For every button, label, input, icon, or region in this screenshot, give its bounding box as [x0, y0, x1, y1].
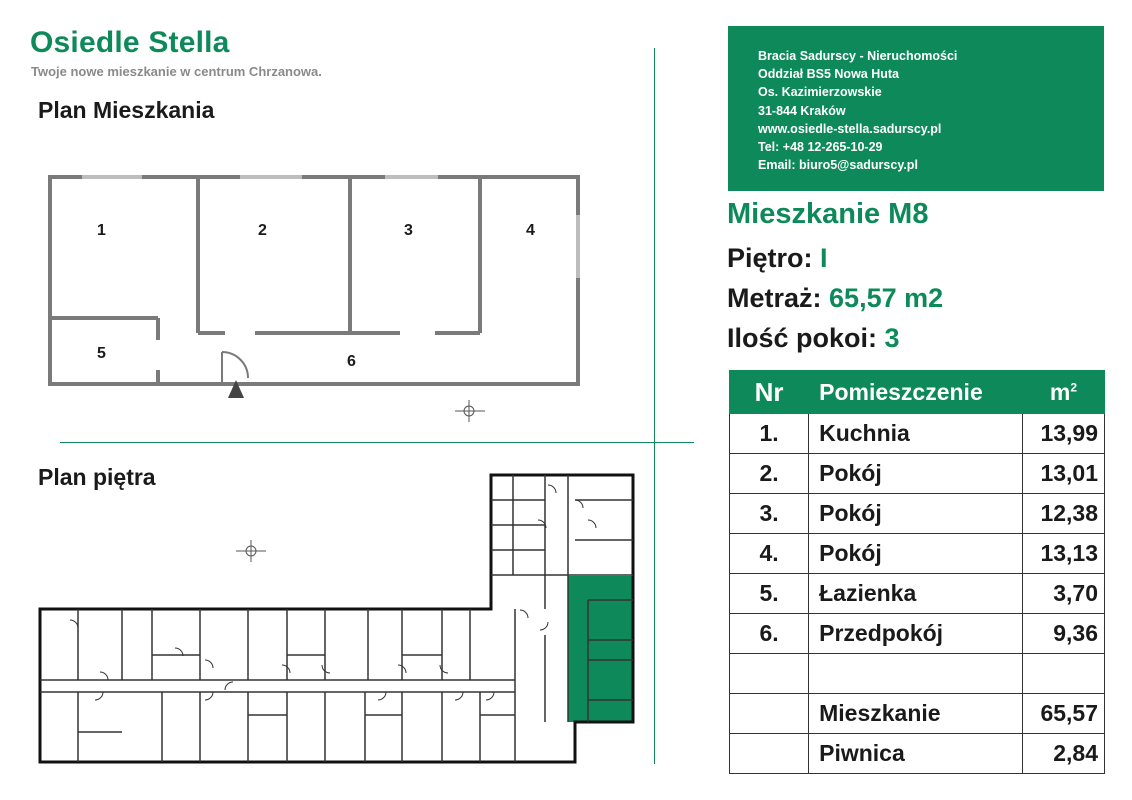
- area-info: [727, 283, 943, 314]
- table-row: [730, 734, 1105, 774]
- rooms-value: 3: [884, 323, 900, 353]
- plan-room-number: 3: [404, 222, 413, 239]
- table-row: [730, 494, 1105, 534]
- row-area: 13,99: [1022, 414, 1104, 454]
- row-area: 9,36: [1022, 614, 1104, 654]
- row-area: 65,57: [1022, 694, 1104, 734]
- header-room: Pomieszczenie: [809, 371, 1023, 414]
- unit-superscript: 2: [1070, 379, 1078, 394]
- row-nr: 6.: [730, 614, 809, 654]
- floor-info: [727, 243, 828, 274]
- row-nr: [730, 694, 809, 734]
- table-row: [730, 414, 1105, 454]
- plan-room-number: 2: [258, 222, 267, 239]
- plan-room-number: 6: [347, 353, 356, 370]
- contact-box: [728, 26, 1104, 191]
- plan-room-number: 1: [97, 222, 106, 239]
- row-nr: 2.: [730, 454, 809, 494]
- area-label: Metraż:: [727, 283, 822, 313]
- email-link[interactable]: Email: biuro5@sadurscy.pl: [758, 158, 918, 173]
- windows: [82, 177, 578, 278]
- row-nr: 4.: [730, 534, 809, 574]
- floor-plan-title: Plan piętra: [38, 464, 156, 490]
- rooms-label: Ilość pokoi:: [727, 323, 878, 353]
- row-room-name: Pokój: [809, 454, 1023, 494]
- row-room-name: Piwnica: [809, 734, 1023, 774]
- row-area: 3,70: [1022, 574, 1104, 614]
- plan-room-number: 4: [526, 222, 535, 239]
- area-value: 65,57 m2: [829, 283, 944, 313]
- postal-city: 31-844 Kraków: [758, 103, 846, 118]
- header-nr: Nr: [730, 371, 809, 414]
- row-area: 2,84: [1022, 734, 1104, 774]
- table-row: [730, 654, 1105, 694]
- apartment-plan: [50, 177, 578, 384]
- apartment-name: Mieszkanie M8: [727, 198, 929, 230]
- table-row: [730, 534, 1105, 574]
- address-line: Os. Kazimierzowskie: [758, 85, 882, 100]
- row-area: 13,01: [1022, 454, 1104, 494]
- website-link[interactable]: www.osiedle-stella.sadurscy.pl: [758, 121, 942, 136]
- row-nr: 1.: [730, 414, 809, 454]
- apartment-plan-title: Plan Mieszkania: [38, 97, 215, 123]
- unit-text: m: [1049, 378, 1071, 405]
- floor-label: Piętro:: [727, 243, 813, 273]
- row-room-name: Pokój: [809, 494, 1023, 534]
- row-nr: [730, 654, 809, 694]
- compass-icon: [455, 400, 485, 422]
- rooms-info: [727, 323, 900, 354]
- row-nr: 3.: [730, 494, 809, 534]
- table-row: [730, 454, 1105, 494]
- table-row: [730, 614, 1105, 654]
- phone-number[interactable]: Tel: +48 12-265-10-29: [758, 140, 883, 155]
- rooms-table: [729, 370, 1105, 774]
- compass-icon: [236, 540, 266, 562]
- floor-value: I: [820, 243, 828, 273]
- entrance-door: [222, 352, 248, 384]
- row-area: 13,13: [1022, 534, 1104, 574]
- row-area: 12,38: [1022, 494, 1104, 534]
- row-room-name: Pokój: [809, 534, 1023, 574]
- table-row: [730, 574, 1105, 614]
- brand-subtitle: Twoje nowe mieszkanie w centrum Chrzanowa.: [31, 64, 322, 79]
- row-area: [1022, 654, 1104, 694]
- row-room-name: Przedpokój: [809, 614, 1023, 654]
- header-unit: [1022, 371, 1104, 414]
- brand-title: Osiedle Stella: [30, 26, 230, 59]
- company-name: Bracia Sadurscy - Nieruchomości: [758, 49, 958, 63]
- table-row: [730, 694, 1105, 734]
- row-room-name: [809, 654, 1023, 694]
- branch-name: Oddział BS5 Nowa Huta: [758, 67, 899, 82]
- row-nr: [730, 734, 809, 774]
- floor-plan: [40, 475, 633, 762]
- table-header-row: [730, 371, 1105, 414]
- row-room-name: Kuchnia: [809, 414, 1023, 454]
- row-room-name: Mieszkanie: [809, 694, 1023, 734]
- plan-room-number: 5: [97, 345, 106, 362]
- row-room-name: Łazienka: [809, 574, 1023, 614]
- row-nr: 5.: [730, 574, 809, 614]
